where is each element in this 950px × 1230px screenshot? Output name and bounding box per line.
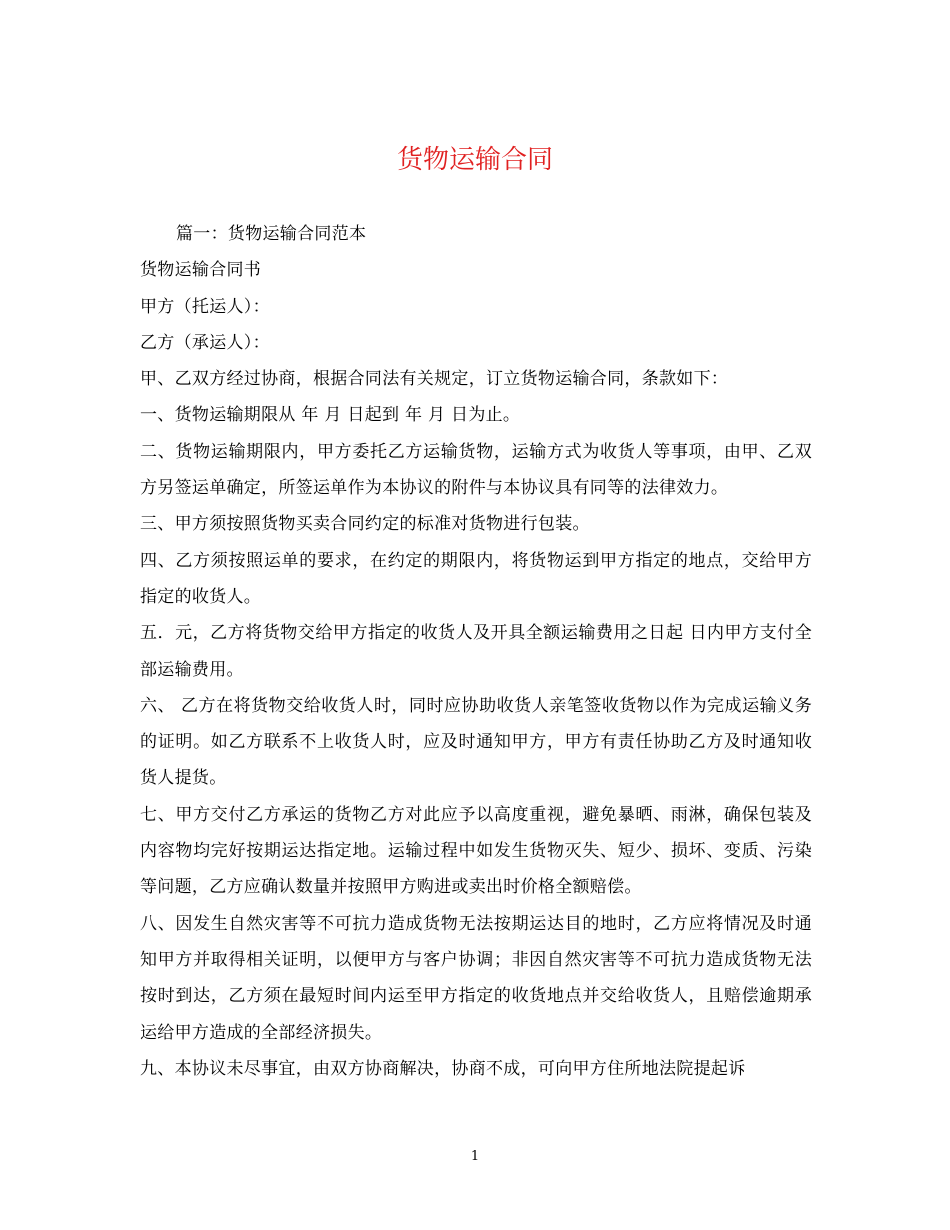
clause-4: 四、乙方须按照运单的要求，在约定的期限内，将货物运到甲方指定的地点，交给甲方指定的收货人。 <box>140 550 812 607</box>
clause-9: 九、本协议未尽事宜，由双方协商解决，协商不成，可向甲方住所地法院提起诉 <box>140 1058 746 1079</box>
document-body <box>140 216 812 1087</box>
party-a-line: 甲方（托运人）： <box>140 296 270 317</box>
contract-name: 货物运输合同书 <box>140 260 262 281</box>
preamble-paragraph: 甲、乙双方经过协商，根据合同法有关规定，订立货物运输合同，条款如下： <box>140 369 729 390</box>
page-number: 1 <box>470 1149 480 1164</box>
clause-3: 三、甲方须按照货物买卖合同约定的标准对货物进行包装。 <box>140 514 590 535</box>
clause-2: 二、货物运输期限内，甲方委托乙方运输货物，运输方式为收货人等事项，由甲、乙双方另签运单确定，所签运单作为本协议的附件与本协议具有同等的法律效力。 <box>140 441 812 499</box>
party-b-line: 乙方（承运人）： <box>140 332 270 353</box>
clause-1: 一、货物运输期限从 年 月 日起到 年 月 日为止。 <box>140 405 521 426</box>
clause-8: 八、因发生自然灾害等不可抗力造成货物无法按期运达目的地时，乙方应将情况及时通知甲方并取得相关证明，以便甲方与客户协调；非因自然灾害等不可抗力造成货物无法按时到达，乙方须在最短时间内运至甲方指定的收货地点并交给收货人，且赔偿逾期承运给甲方造成的全部经济损失。 <box>140 913 812 1043</box>
clause-5: 五．元，乙方将货物交给甲方指定的收货人及开具全额运输费用之日起 日内甲方支付全部运输费用。 <box>140 623 812 680</box>
document-title: 货物运输合同 <box>396 145 553 175</box>
clause-7: 七、甲方交付乙方承运的货物乙方对此应予以高度重视，避免暴晒、雨淋，确保包装及内容物均完好按期运达指定地。运输过程中如发生货物灭失、短少、损坏、变质、污染等问题，乙方应确认数量并按照甲方购进或卖出时价格全额赔偿。 <box>140 804 812 898</box>
section-heading: 篇一：货物运输合同范本 <box>176 224 367 244</box>
clause-6: 六、 乙方在将货物交给收货人时，同时应协助收货人亲笔签收货物以作为完成运输义务的证明。如乙方联系不上收货人时，应及时通知甲方，甲方有责任协助乙方及时通知收货人提货。 <box>140 695 812 789</box>
